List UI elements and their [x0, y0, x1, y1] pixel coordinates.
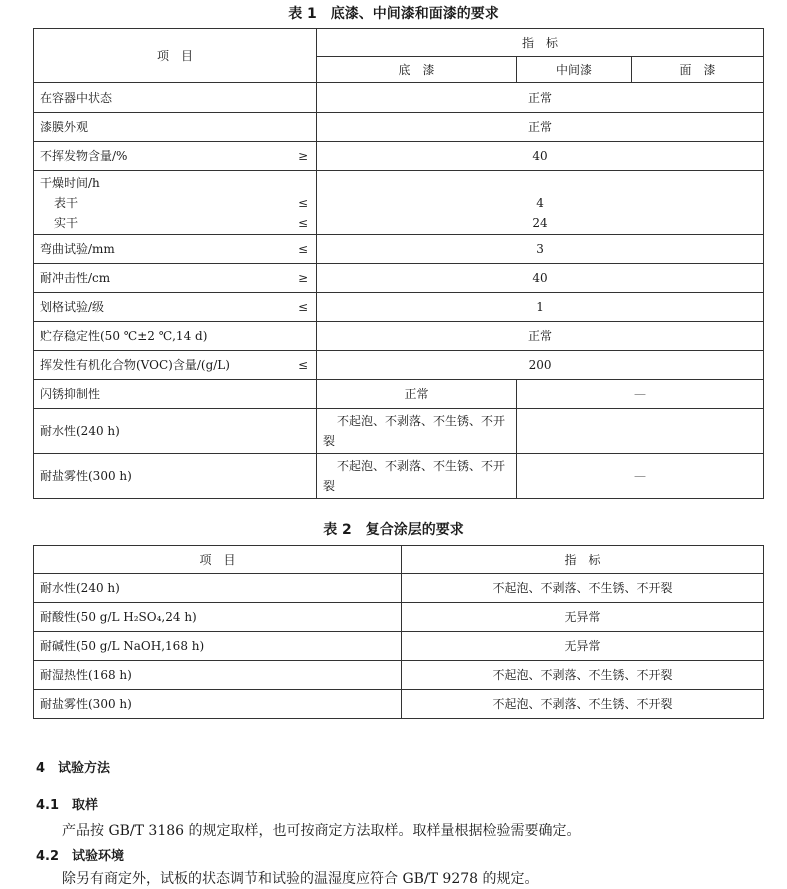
- row-item: 划格试验/级: [40, 300, 105, 314]
- section-4-2-heading: 4.2 试验环境: [36, 849, 125, 864]
- section-4-1-text: 产品按 GB/T 3186 的规定取样，也可按商定方法取样。取样量根据检验需要确定。: [62, 823, 581, 839]
- row-symbol: ≥: [297, 149, 308, 163]
- table1-header-index: 指 标: [317, 29, 764, 57]
- table-row: [34, 690, 764, 719]
- table-row: [34, 322, 764, 351]
- row-rest-value: —: [517, 454, 764, 499]
- row-item: 耐酸性(50 g/L H₂SO₄,24 h): [34, 603, 402, 632]
- table-row: [34, 142, 764, 171]
- row-symbol: ≤: [297, 215, 308, 230]
- table-row: [34, 409, 764, 454]
- row-value: 不起泡、不剥落、不生锈、不开裂: [402, 574, 764, 603]
- row-symbol: ≤: [297, 242, 308, 256]
- table-row: [34, 632, 764, 661]
- table-row: [34, 454, 764, 499]
- table1-header-intermediate: 中间漆: [517, 57, 632, 83]
- row-value: 40: [317, 142, 764, 171]
- table1-caption: 表 1 底漆、中间漆和面漆的要求: [288, 6, 499, 22]
- row-item: 在容器中状态: [34, 83, 317, 113]
- table-row: [34, 113, 764, 142]
- row-value: 不起泡、不剥落、不生锈、不开裂: [402, 661, 764, 690]
- table-row: [34, 603, 764, 632]
- row-rest-value: [517, 409, 764, 454]
- row-value: 无异常: [402, 603, 764, 632]
- table1-header-topcoat: 面 漆: [632, 57, 764, 83]
- row-item: 耐盐雾性(300 h): [34, 690, 402, 719]
- table-row: [34, 380, 764, 409]
- table1: [33, 28, 764, 499]
- row-item: 耐冲击性/cm: [40, 271, 111, 285]
- row-item: 弯曲试验/mm: [40, 242, 115, 256]
- table-row: [34, 235, 764, 264]
- row-item: 干燥时间/h: [40, 175, 100, 190]
- row-value: 24: [532, 215, 548, 230]
- row-item: 耐湿热性(168 h): [34, 661, 402, 690]
- table-row: [34, 293, 764, 322]
- table-row: [34, 351, 764, 380]
- row-value: 200: [317, 351, 764, 380]
- row-item: 耐水性(240 h): [34, 409, 317, 454]
- section-4-2-text: 除另有商定外，试板的状态调节和试验的温湿度应符合 GB/T 9278 的规定。: [62, 871, 539, 887]
- row-value: 正常: [317, 113, 764, 142]
- table-row: [34, 574, 764, 603]
- row-value: 正常: [317, 322, 764, 351]
- row-value: 3: [317, 235, 764, 264]
- row-primer-value: 正常: [317, 380, 517, 409]
- table-row: [34, 264, 764, 293]
- table-row: [34, 83, 764, 113]
- row-sub-item: 实干: [54, 215, 79, 230]
- row-symbol: ≤: [297, 300, 308, 314]
- section-4-1-heading: 4.1 取样: [36, 798, 99, 813]
- row-symbol: ≤: [297, 195, 308, 210]
- section-4-heading: 4 试验方法: [36, 761, 111, 776]
- row-value: 40: [317, 264, 764, 293]
- table-row: [34, 171, 764, 235]
- row-primer-value: 不起泡、不剥落、不生锈、不开裂: [317, 409, 517, 454]
- table2-header-item: 项 目: [34, 546, 402, 574]
- row-item: 耐水性(240 h): [34, 574, 402, 603]
- row-value: 4: [536, 195, 544, 210]
- row-item: 挥发性有机化合物(VOC)含量/(g/L): [40, 358, 230, 372]
- row-value: 无异常: [402, 632, 764, 661]
- table2-header-index: 指 标: [402, 546, 764, 574]
- table2: [33, 545, 764, 719]
- row-item: 漆膜外观: [34, 113, 317, 142]
- row-value: 正常: [317, 83, 764, 113]
- row-symbol: ≥: [297, 271, 308, 285]
- row-symbol: ≤: [297, 358, 308, 372]
- row-value: 1: [317, 293, 764, 322]
- row-rest-value: —: [517, 380, 764, 409]
- row-item: 闪锈抑制性: [34, 380, 317, 409]
- row-value: 不起泡、不剥落、不生锈、不开裂: [402, 690, 764, 719]
- row-sub-item: 表干: [54, 195, 79, 210]
- table-row: [34, 661, 764, 690]
- table1-header-item: 项 目: [34, 29, 317, 83]
- row-item: 耐盐雾性(300 h): [34, 454, 317, 499]
- row-item: 贮存稳定性(50 ℃±2 ℃,14 d): [34, 322, 317, 351]
- table2-caption: 表 2 复合涂层的要求: [323, 522, 464, 538]
- table1-header-primer: 底 漆: [317, 57, 517, 83]
- row-item: 不挥发物含量/%: [40, 149, 128, 163]
- row-item: 耐碱性(50 g/L NaOH,168 h): [34, 632, 402, 661]
- row-primer-value: 不起泡、不剥落、不生锈、不开裂: [317, 454, 517, 499]
